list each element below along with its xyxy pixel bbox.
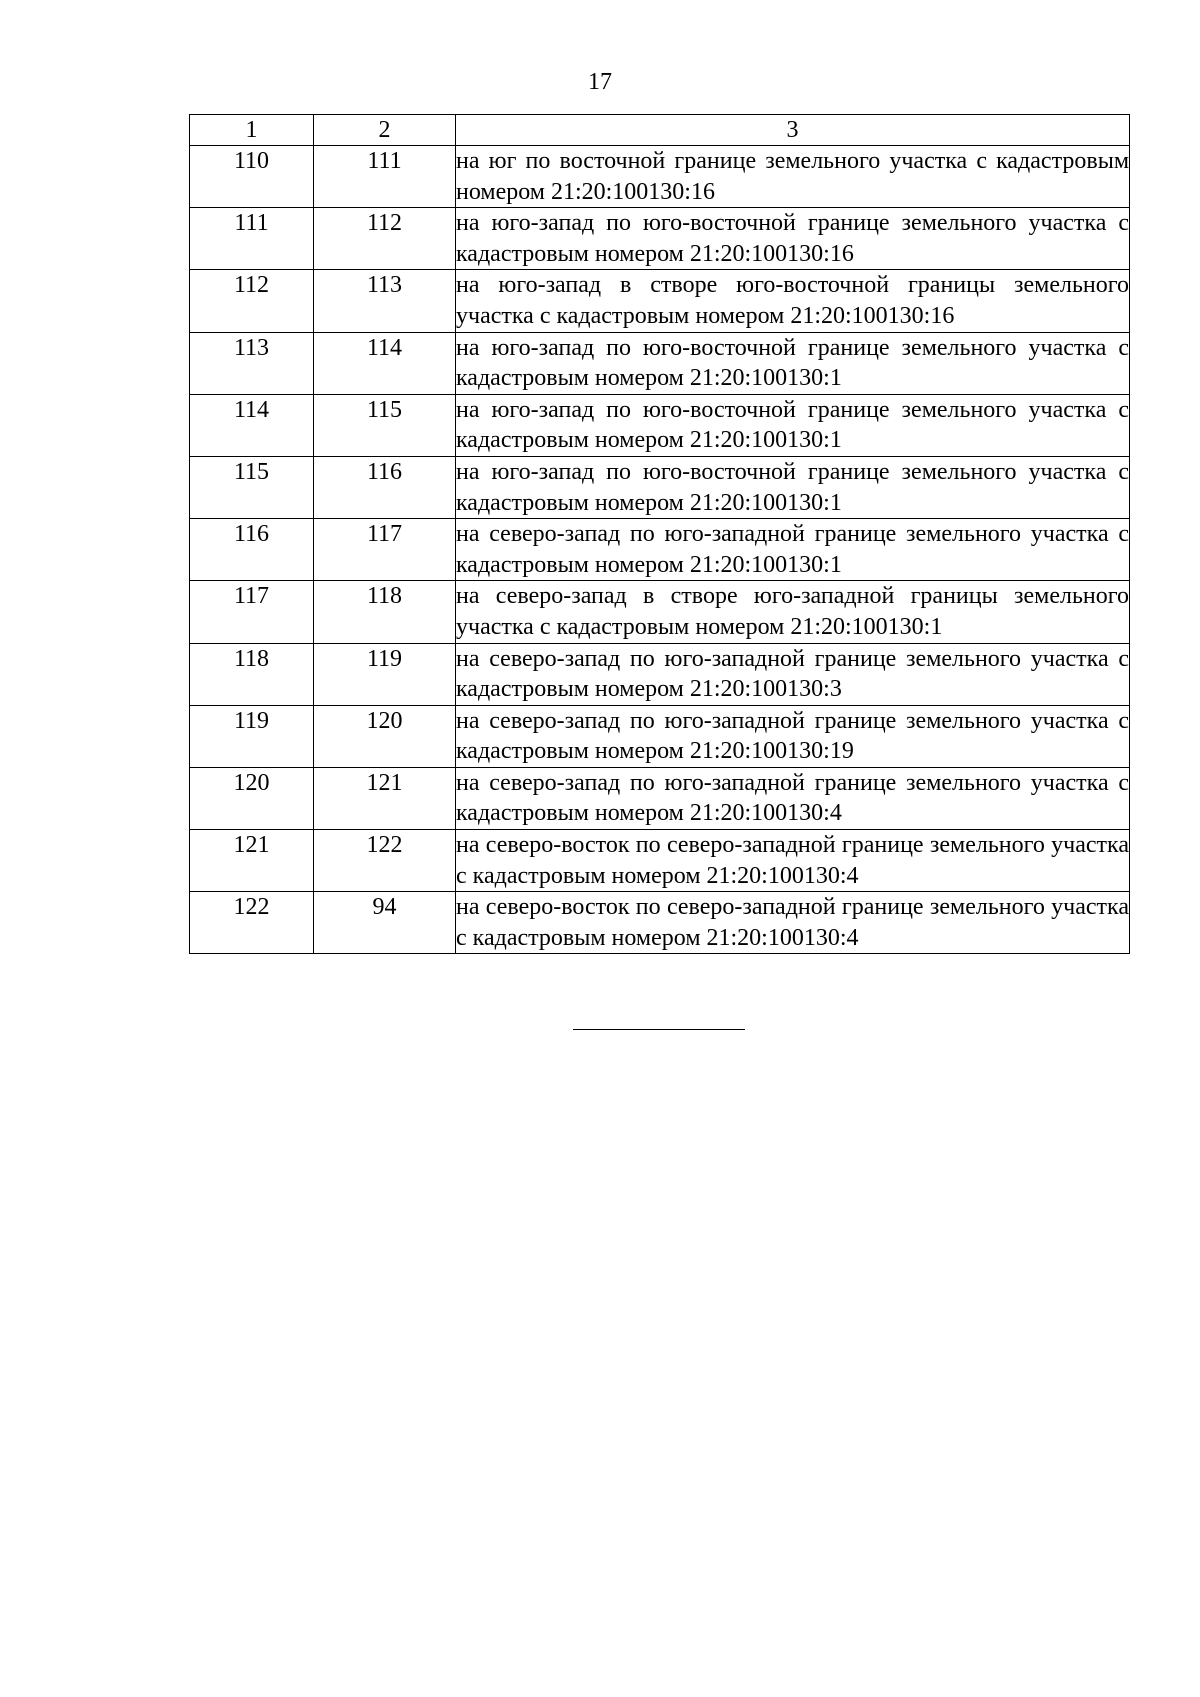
table-row (190, 705, 1130, 767)
boundary-description: на северо-восток по северо-западной границе земельного участка с кадастровым номером 21:20:100130:4 (456, 892, 1130, 954)
table-row (190, 581, 1130, 643)
boundary-description: на северо-запад в створе юго-западной границы земельного участка с кадастровым номером 21:20:100130:1 (456, 581, 1130, 643)
from-point: 115 (190, 456, 314, 518)
boundary-description: на юго-запад по юго-восточной границе земельного участка с кадастровым номером 21:20:100130:1 (456, 332, 1130, 394)
table-row (190, 332, 1130, 394)
to-point: 115 (314, 394, 456, 456)
from-point: 118 (190, 643, 314, 705)
from-point: 121 (190, 830, 314, 892)
to-point: 120 (314, 705, 456, 767)
boundary-description: на северо-восток по северо-западной границе земельного участка с кадастровым номером 21:20:100130:4 (456, 830, 1130, 892)
boundary-description: на юго-запад по юго-восточной границе земельного участка с кадастровым номером 21:20:100130:1 (456, 456, 1130, 518)
to-point: 111 (314, 146, 456, 208)
table-row (190, 456, 1130, 518)
boundary-description: на юг по восточной границе земельного участка с кадастровым номером 21:20:100130:16 (456, 146, 1130, 208)
table-row (190, 767, 1130, 829)
from-point: 119 (190, 705, 314, 767)
to-point: 94 (314, 892, 456, 954)
to-point: 112 (314, 208, 456, 270)
table-row (190, 892, 1130, 954)
header-col-2: 2 (314, 115, 456, 146)
from-point: 111 (190, 208, 314, 270)
table-row (190, 519, 1130, 581)
to-point: 114 (314, 332, 456, 394)
table-row (190, 830, 1130, 892)
boundary-description: на северо-запад по юго-западной границе земельного участка с кадастровым номером 21:20:100130:1 (456, 519, 1130, 581)
boundary-description: на северо-запад по юго-западной границе земельного участка с кадастровым номером 21:20:100130:4 (456, 767, 1130, 829)
header-col-3: 3 (456, 115, 1130, 146)
to-point: 119 (314, 643, 456, 705)
to-point: 117 (314, 519, 456, 581)
to-point: 118 (314, 581, 456, 643)
from-point: 112 (190, 270, 314, 332)
table-row (190, 643, 1130, 705)
boundary-description: на юго-запад по юго-восточной границе земельного участка с кадастровым номером 21:20:100130:16 (456, 208, 1130, 270)
from-point: 122 (190, 892, 314, 954)
from-point: 117 (190, 581, 314, 643)
from-point: 110 (190, 146, 314, 208)
table-header-row (190, 115, 1130, 146)
boundary-description: на юго-запад по юго-восточной границе земельного участка с кадастровым номером 21:20:100130:1 (456, 394, 1130, 456)
boundary-table (189, 114, 1130, 954)
end-of-document-rule (573, 1029, 745, 1030)
header-col-1: 1 (190, 115, 314, 146)
table-row (190, 270, 1130, 332)
to-point: 113 (314, 270, 456, 332)
boundary-description: на северо-запад по юго-западной границе земельного участка с кадастровым номером 21:20:100130:19 (456, 705, 1130, 767)
page-number: 17 (588, 69, 612, 95)
to-point: 116 (314, 456, 456, 518)
to-point: 122 (314, 830, 456, 892)
to-point: 121 (314, 767, 456, 829)
table-row (190, 208, 1130, 270)
from-point: 114 (190, 394, 314, 456)
boundary-description: на северо-запад по юго-западной границе земельного участка с кадастровым номером 21:20:100130:3 (456, 643, 1130, 705)
boundary-description: на юго-запад в створе юго-восточной границы земельного участка с кадастровым номером 21:20:100130:16 (456, 270, 1130, 332)
table-row (190, 146, 1130, 208)
from-point: 116 (190, 519, 314, 581)
table-row (190, 394, 1130, 456)
from-point: 120 (190, 767, 314, 829)
from-point: 113 (190, 332, 314, 394)
